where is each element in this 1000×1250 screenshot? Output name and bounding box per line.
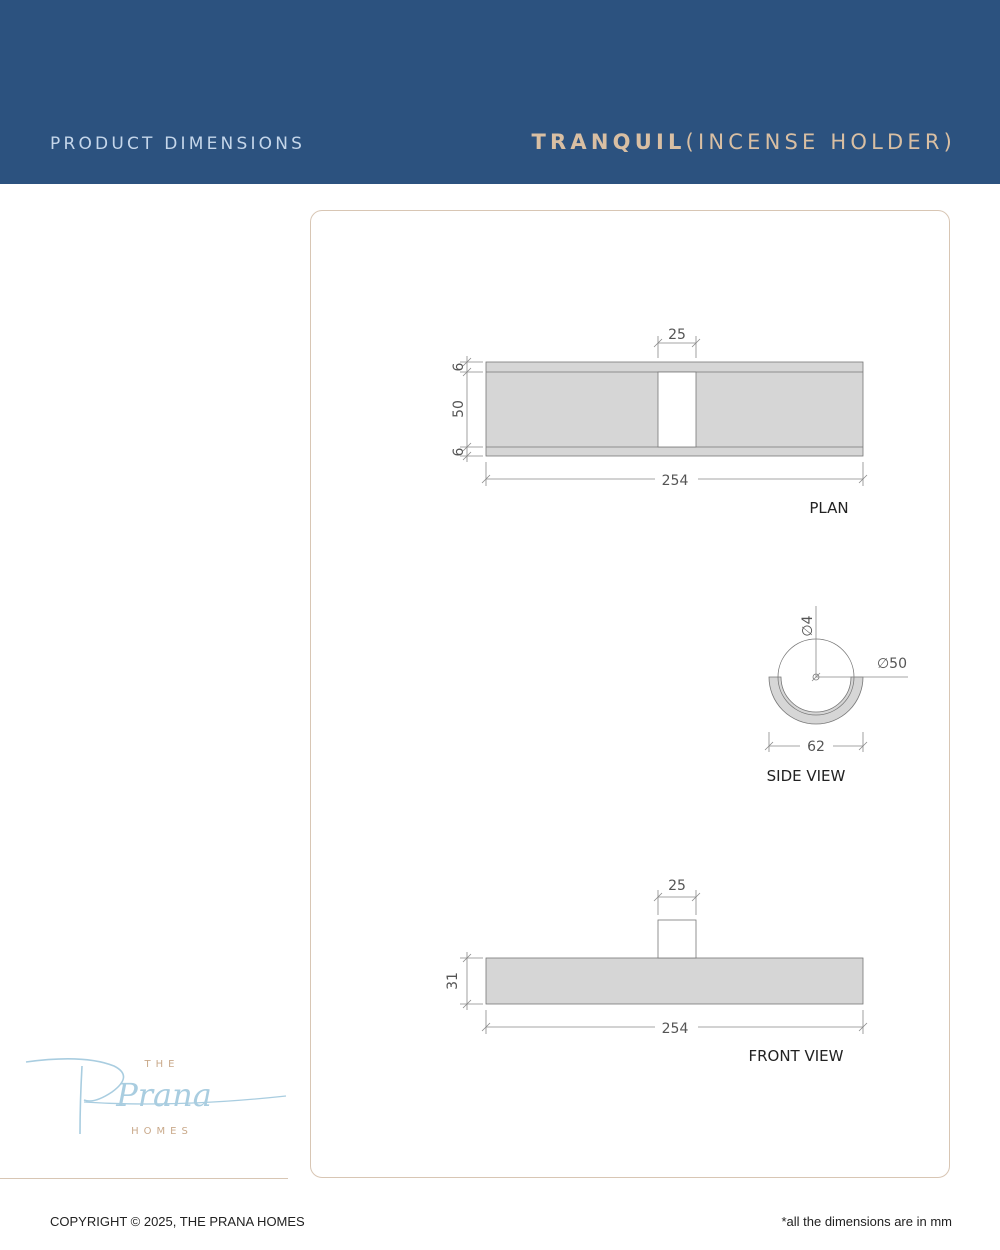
front-length-label: 254 (661, 1021, 689, 1037)
prana-homes-logo (24, 1052, 288, 1142)
side-outer-dia-label: ∅50 (876, 656, 908, 672)
units-note: *all the dimensions are in mm (781, 1214, 952, 1229)
footer-divider (0, 1178, 288, 1179)
plan-bottom-rim-label: 6 (451, 447, 467, 457)
front-body (486, 958, 863, 1004)
front-stick-width-label: 25 (668, 878, 686, 894)
plan-slot (658, 372, 696, 447)
section-title: PRODUCT DIMENSIONS (50, 134, 306, 154)
logo-homes-text: HOMES (131, 1126, 193, 1137)
side-width-label: 62 (807, 739, 825, 755)
side-cradle (769, 677, 863, 724)
copyright-text: COPYRIGHT © 2025, THE PRANA HOMES (50, 1214, 305, 1229)
plan-top-rim-label: 6 (451, 362, 467, 372)
plan-view (460, 336, 867, 486)
front-view-label: FRONT VIEW (748, 1047, 844, 1065)
front-height-label: 31 (445, 972, 461, 990)
side-view (765, 606, 908, 752)
front-view (460, 890, 867, 1034)
logo-script-text: Prana (116, 1076, 212, 1114)
side-hole-dia-label: ∅4 (800, 615, 816, 637)
front-stick (658, 920, 696, 958)
plan-inner-depth-label: 50 (451, 400, 467, 418)
side-view-label: SIDE VIEW (766, 767, 846, 785)
logo-the-text: THE (144, 1059, 180, 1070)
logo-script-p (26, 1059, 124, 1134)
plan-view-label: PLAN (809, 499, 849, 517)
plan-slot-width-label: 25 (668, 327, 686, 343)
plan-length-label: 254 (661, 473, 689, 489)
product-name: TRANQUIL (531, 130, 686, 154)
product-subtitle: (INCENSE HOLDER) (685, 130, 956, 154)
